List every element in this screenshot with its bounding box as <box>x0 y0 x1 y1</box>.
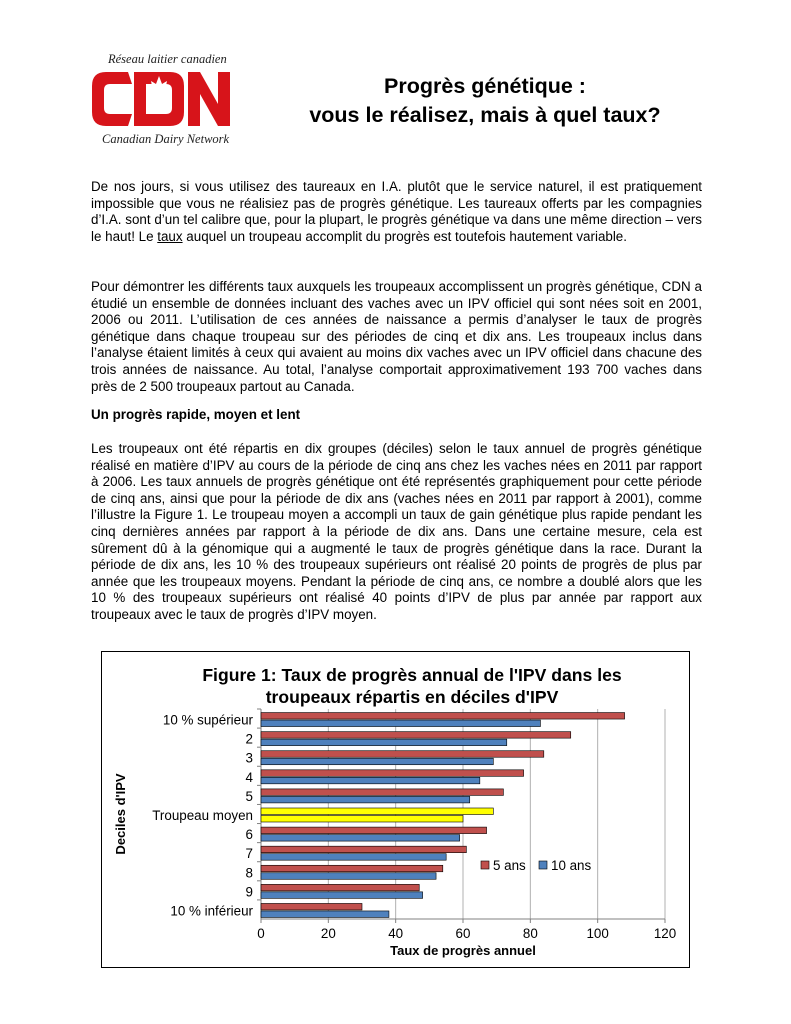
bar-10ans-6 <box>261 835 460 842</box>
bar-5ans-7 <box>261 846 466 853</box>
bar-10ans-3 <box>261 777 480 784</box>
y-axis-title: Deciles d'IPV <box>113 773 128 855</box>
legend-swatch-1 <box>539 861 547 869</box>
bar-10ans-0 <box>261 720 540 727</box>
bar-5ans-2 <box>261 751 544 758</box>
cdn-logo <box>88 50 248 150</box>
x-tick-label-4: 80 <box>522 926 538 941</box>
decile-bar-chart <box>101 651 690 968</box>
y-tick-label-6: 6 <box>245 827 253 843</box>
bar-5ans-6 <box>261 827 487 834</box>
x-tick-label-0: 0 <box>257 926 265 941</box>
intro-text-before: De nos jours, si vous utilisez des taureaux en I.A. plutôt que le service naturel, il est pratiquement impossible que vous ne réalisiez pas de progrès génétique. Les taureaux offerts par les compagnies d’I.A. sont d’un tel calibre que, pour la plupart, le progrès génétique va dans une même direction – vers le haut! Le <box>91 179 702 244</box>
bar-5ans-8 <box>261 865 443 872</box>
bar-10ans-9 <box>261 892 423 899</box>
logo-top-text: Réseau laitier canadien <box>108 52 227 66</box>
figure-title-line-2: troupeaux répartis en déciles d'IPV <box>265 686 559 707</box>
x-tick-label-3: 60 <box>455 926 471 941</box>
section-heading: Un progrès rapide, moyen et lent <box>91 407 301 422</box>
bar-10ans-10 <box>261 911 389 918</box>
bar-5ans-1 <box>261 732 571 739</box>
y-tick-label-0: 10 % supérieur <box>162 712 253 728</box>
method-paragraph: Pour démontrer les différents taux auxquels les troupeaux accomplissent un progrès génétique, CDN a étudié un ensemble de données incluant des vaches avec un IPV officiel qui sont nées soit en 2001, 2006 ou 2011. L’utilisation de ces années de naissance a permis d’analyser le taux de progrès génétique dans chaque troupeau sur des périodes de cinq et dix ans. Les troupeaux inclus dans l’analyse étaient limités à ceux qui avaient au moins dix vaches avec un IPV officiel dans chacune des trois années de naissance. Au total, l’analyse comportait approximativement 193 700 vaches dans près de 2 500 troupeaux partout au Canada. <box>91 279 702 394</box>
x-tick-label-2: 40 <box>388 926 404 941</box>
y-tick-label-9: 9 <box>245 884 253 900</box>
bar-5ans-9 <box>261 884 419 891</box>
x-tick-label-1: 20 <box>320 926 336 941</box>
y-tick-label-10: 10 % inférieur <box>170 903 253 919</box>
cdn-wordmark-logo <box>88 64 238 132</box>
bar-5ans-3 <box>261 770 524 777</box>
title-line-2: vous le réalisez, mais à quel taux? <box>309 103 661 127</box>
page-title <box>270 72 700 130</box>
bar-5ans-0 <box>261 713 625 720</box>
y-tick-label-5: Troupeau moyen <box>152 808 253 823</box>
y-tick-label-2: 3 <box>245 750 253 766</box>
legend-label-0: 5 ans <box>493 858 526 873</box>
x-tick-label-5: 100 <box>586 926 609 941</box>
y-tick-label-7: 7 <box>245 846 253 862</box>
legend-label-1: 10 ans <box>551 858 592 873</box>
x-axis-title: Taux de progrès annuel <box>390 943 536 958</box>
bar-10ans-2 <box>261 758 493 765</box>
y-tick-label-1: 2 <box>245 731 253 747</box>
bar-10ans-1 <box>261 739 507 746</box>
figure-title-line-1: Figure 1: Taux de progrès annual de l'IPV dans les <box>202 665 622 685</box>
bar-5ans-5 <box>261 808 493 815</box>
intro-underlined-word: taux <box>157 228 183 244</box>
bar-5ans-10 <box>261 903 362 910</box>
results-paragraph: Les troupeaux ont été répartis en dix groupes (déciles) selon le taux annuel de progrès génétique réalisé en matière d’IPV au cours de la période de cinq ans chez les vaches nées en 2011 par rapport à 2006. Les taux annuels de progrès génétique ont été représentés graphiquement pour cette période de cinq ans, ainsi que pour la période de dix ans (vaches nées en 2011 par rapport à 2001), comme l’illustre la Figure 1. Le troupeau moyen a accompli un taux de gain génétique plus rapide pendant les cinq dernières années par rapport à la période de dix ans. Dans une certaine mesure, cela est sûrement dû à la génomique qui a augmenté le taux de progrès génétique dans la race. Durant la période de dix ans, les 10 % des troupeaux supérieurs ont réalisé 20 points de progrès de plus par année que les troupeaux moyens. Pendant la période de cinq ans, ce nombre a doublé alors que les 10 % des troupeaux supérieurs ont réalisé 40 points d’IPV de plus par année par rapport aux troupeaux avec le taux de progrès d’IPV moyen. <box>91 441 702 622</box>
title-line-1: Progrès génétique : <box>384 74 586 98</box>
bar-10ans-4 <box>261 796 470 803</box>
bar-10ans-7 <box>261 854 446 861</box>
y-tick-label-4: 5 <box>245 788 253 804</box>
logo-bottom-text: Canadian Dairy Network <box>102 132 230 146</box>
intro-text-after: auquel un troupeau accomplit du progrès est toutefois hautement variable. <box>182 228 627 244</box>
legend-swatch-0 <box>481 861 489 869</box>
bar-10ans-8 <box>261 873 436 880</box>
y-tick-label-8: 8 <box>245 865 253 881</box>
x-tick-label-6: 120 <box>653 926 677 941</box>
bar-5ans-4 <box>261 789 503 796</box>
intro-paragraph <box>91 179 702 245</box>
bar-10ans-5 <box>261 816 463 823</box>
y-tick-label-3: 4 <box>245 769 253 785</box>
